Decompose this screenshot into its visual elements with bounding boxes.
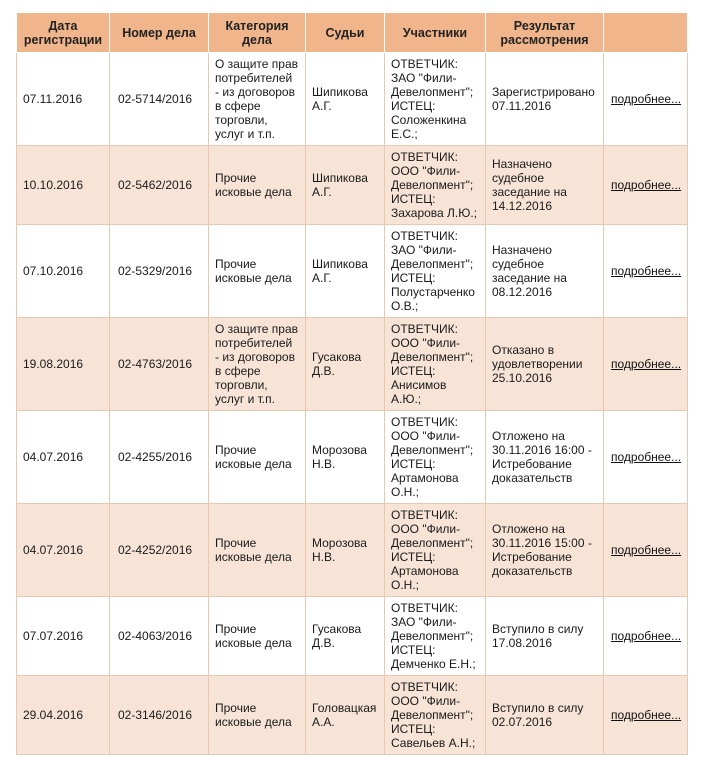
cell-category [209,225,306,318]
cell-line: ИСТЕЦ: [391,192,436,206]
cell-line: дела [242,32,272,47]
cell-line: ЗАО "Фили- [391,243,457,257]
cell-line: Головацкая [312,701,377,715]
cell-date: 10.10.2016 [17,146,110,225]
cell-line: Н.В. [312,457,336,471]
cell-line: Истребование [492,550,572,564]
cell-category [209,504,306,597]
cell-more [604,146,688,225]
cell-line: Морозова [312,536,367,550]
cell-line: 30.11.2016 16:00 - [492,443,592,457]
cell-result [486,146,604,225]
cell-result [486,504,604,597]
cell-line: Анисимов [391,378,447,392]
cell-line: Результат [513,18,576,33]
cell-line: Вступило в силу [492,701,584,715]
cell-line: 02.07.2016 [492,715,553,729]
cell-line: 17.08.2016 [492,636,553,650]
cell-date: 07.11.2016 [17,53,110,146]
cell-judge [306,676,385,755]
cell-line: ИСТЕЦ: [391,643,436,657]
cell-result [486,53,604,146]
cell-line: Истребование [492,457,572,471]
cell-line: Прочие [215,171,257,185]
cell-line: Шипикова [312,257,368,271]
col-header-number [110,13,209,53]
cell-line: ОТВЕТЧИК: [391,322,458,336]
cell-participants [385,597,486,676]
cell-line: 07.11.2016 [492,99,552,113]
cell-line: исковые дела [215,457,292,471]
cell-line: Шипикова [312,171,368,185]
cell-line: О.В.; [391,299,419,313]
cell-result [486,411,604,504]
cell-line: ООО "Фили- [391,336,461,350]
cell-more [604,225,688,318]
cell-line: Д.В. [312,364,335,378]
cell-line: Девелопмент"; [391,350,474,364]
cell-line: Зарегистрировано [492,85,595,99]
table-body [17,53,688,755]
cell-date: 19.08.2016 [17,318,110,411]
cell-line: ООО "Фили- [391,522,461,536]
cell-line: ОТВЕТЧИК: [391,57,458,71]
cell-category [209,318,306,411]
col-header-date [17,13,110,53]
cell-line: Е.С.; [391,127,418,141]
cell-line: доказательств [492,471,573,485]
cell-line: ОТВЕТЧИК: [391,601,458,615]
cell-line: ОТВЕТЧИК: [391,508,458,522]
cell-line: торговли, [215,113,268,127]
cell-line: удовлетворении [492,357,583,371]
cell-line: 30.11.2016 15:00 - [492,536,592,550]
cell-more [604,318,688,411]
cell-line: заседание на [492,185,567,199]
cell-line: - из договоров [215,350,295,364]
details-link[interactable]: подробнее... [611,92,682,106]
cell-line: доказательств [492,564,573,578]
cell-line: Прочие [215,257,257,271]
cell-date: 29.04.2016 [17,676,110,755]
cell-line: А.Г. [312,99,332,113]
cell-line: услуг и т.п. [215,127,275,141]
cell-line: Соложенкина [391,113,467,127]
cell-case-number: 02-5714/2016 [110,53,209,146]
cell-line: Шипикова [312,85,368,99]
table-row [17,411,688,504]
cases-table-container [16,12,687,755]
details-link[interactable]: подробнее... [611,264,682,278]
cell-result [486,597,604,676]
cell-line: ООО "Фили- [391,164,461,178]
cell-line: Полустарченко [391,285,475,299]
cell-result [486,225,604,318]
cell-line: ОТВЕТЧИК: [391,415,458,429]
cell-judge [306,411,385,504]
cell-line: потребителей [215,71,293,85]
cell-more [604,597,688,676]
cases-table [16,12,688,755]
table-header [17,13,688,53]
cell-judge [306,597,385,676]
cell-participants [385,318,486,411]
cell-case-number: 02-4763/2016 [110,318,209,411]
cell-participants [385,53,486,146]
cell-more [604,504,688,597]
col-header-result [486,13,604,53]
cell-participants [385,146,486,225]
cell-line: ООО "Фили- [391,694,461,708]
cell-case-number: 02-4252/2016 [110,504,209,597]
cell-line: Прочие [215,622,257,636]
cell-line: судебное [492,257,544,271]
cell-line: Девелопмент"; [391,536,474,550]
col-header-judges [306,13,385,53]
cell-line: Вступило в силу [492,622,584,636]
cell-line: ЗАО "Фили- [391,615,457,629]
cell-line: Морозова [312,443,367,457]
cell-line: ООО "Фили- [391,429,461,443]
cell-line: ОТВЕТЧИК: [391,229,458,243]
cell-line: 14.12.2016 [492,199,553,213]
cell-result [486,676,604,755]
cell-date: 04.07.2016 [17,504,110,597]
cell-line: Демченко Е.Н.; [391,657,476,671]
cell-line: Назначено [492,243,552,257]
cell-line: потребителей [215,336,293,350]
cell-date: 07.10.2016 [17,225,110,318]
cell-line: в сфере [215,99,261,113]
cell-line: - из договоров [215,85,295,99]
cell-line: заседание на [492,271,567,285]
cell-line: О защите прав [215,57,299,71]
col-header-category [209,13,306,53]
cell-line: исковые дела [215,271,292,285]
cell-line: А.Г. [312,185,332,199]
cell-line: Девелопмент"; [391,257,474,271]
cell-more [604,676,688,755]
cell-line: Прочие [215,443,257,457]
cell-line: Девелопмент"; [391,708,474,722]
cell-line: исковые дела [215,715,292,729]
cell-line: О.Н.; [391,578,420,592]
cell-line: ЗАО "Фили- [391,71,457,85]
cell-line: Савельев А.Н.; [391,736,476,750]
details-link[interactable]: подробнее... [611,450,682,464]
cell-line: ИСТЕЦ: [391,364,436,378]
cell-line: Отказано в [492,343,555,357]
details-link[interactable]: подробнее... [611,357,682,371]
cell-line: Отложено на [492,522,565,536]
cell-line: исковые дела [215,185,292,199]
cell-line: Категория [225,18,289,33]
cell-line: Судьи [325,25,365,40]
col-header-more [604,13,688,53]
cell-participants [385,504,486,597]
cell-line: Н.В. [312,550,336,564]
cell-line: Девелопмент"; [391,629,474,643]
cell-line: ОТВЕТЧИК: [391,680,458,694]
table-row [17,597,688,676]
cell-more [604,411,688,504]
cell-participants [385,676,486,755]
cell-line: Участники [402,25,468,40]
cell-line: Прочие [215,536,257,550]
cell-line: Захарова Л.Ю.; [391,206,478,220]
cell-line: О.Н.; [391,485,420,499]
table-row [17,318,688,411]
cell-case-number: 02-5329/2016 [110,225,209,318]
cell-line: регистрации [23,32,103,47]
table-row [17,146,688,225]
cell-case-number: 02-5462/2016 [110,146,209,225]
cell-line: Гусакова [312,350,362,364]
cell-line: Номер дела [122,25,196,40]
cell-line: ИСТЕЦ: [391,271,436,285]
cell-line: рассмотрения [500,32,589,47]
cell-line: А.Ю.; [391,392,422,406]
cell-line: А.А. [312,715,335,729]
cell-participants [385,411,486,504]
cell-line: услуг и т.п. [215,392,275,406]
cell-line: Артамонова [391,471,459,485]
details-link[interactable]: подробнее... [611,543,682,557]
cell-line: в сфере [215,364,261,378]
cell-line: ИСТЕЦ: [391,99,436,113]
cell-case-number: 02-4255/2016 [110,411,209,504]
table-row [17,504,688,597]
table-row [17,676,688,755]
cell-participants [385,225,486,318]
details-link[interactable]: подробнее... [611,629,682,643]
cell-judge [306,318,385,411]
cell-judge [306,504,385,597]
cell-date: 04.07.2016 [17,411,110,504]
cell-line: О защите прав [215,322,299,336]
cell-line: исковые дела [215,550,292,564]
cell-line: Девелопмент"; [391,178,474,192]
cell-line: Артамонова [391,564,459,578]
col-header-participants [385,13,486,53]
cell-category [209,676,306,755]
cell-judge [306,146,385,225]
cell-line: Дата [48,18,78,33]
cell-line: ИСТЕЦ: [391,722,436,736]
cell-line: Отложено на [492,429,565,443]
cell-date: 07.07.2016 [17,597,110,676]
cell-judge [306,225,385,318]
cell-line: Назначено [492,157,552,171]
cell-line: ОТВЕТЧИК: [391,150,458,164]
cell-line: торговли, [215,378,268,392]
cell-line: судебное [492,171,544,185]
details-link[interactable]: подробнее... [611,178,682,192]
cell-line: Девелопмент"; [391,443,474,457]
cell-result [486,318,604,411]
cell-category [209,146,306,225]
cell-line: исковые дела [215,636,292,650]
cell-case-number: 02-4063/2016 [110,597,209,676]
cell-category [209,411,306,504]
cell-line: ИСТЕЦ: [391,457,436,471]
cell-category [209,53,306,146]
details-link[interactable]: подробнее... [611,708,682,722]
cell-line: Прочие [215,701,257,715]
table-row [17,53,688,146]
cell-line: 25.10.2016 [492,371,553,385]
table-row [17,225,688,318]
cell-line: ИСТЕЦ: [391,550,436,564]
cell-line: 08.12.2016 [492,285,553,299]
cell-more [604,53,688,146]
cell-line: Д.В. [312,636,335,650]
cell-line: Девелопмент"; [391,85,474,99]
cell-category [209,597,306,676]
cell-case-number: 02-3146/2016 [110,676,209,755]
cell-judge [306,53,385,146]
cell-line: Гусакова [312,622,362,636]
cell-line: А.Г. [312,271,332,285]
